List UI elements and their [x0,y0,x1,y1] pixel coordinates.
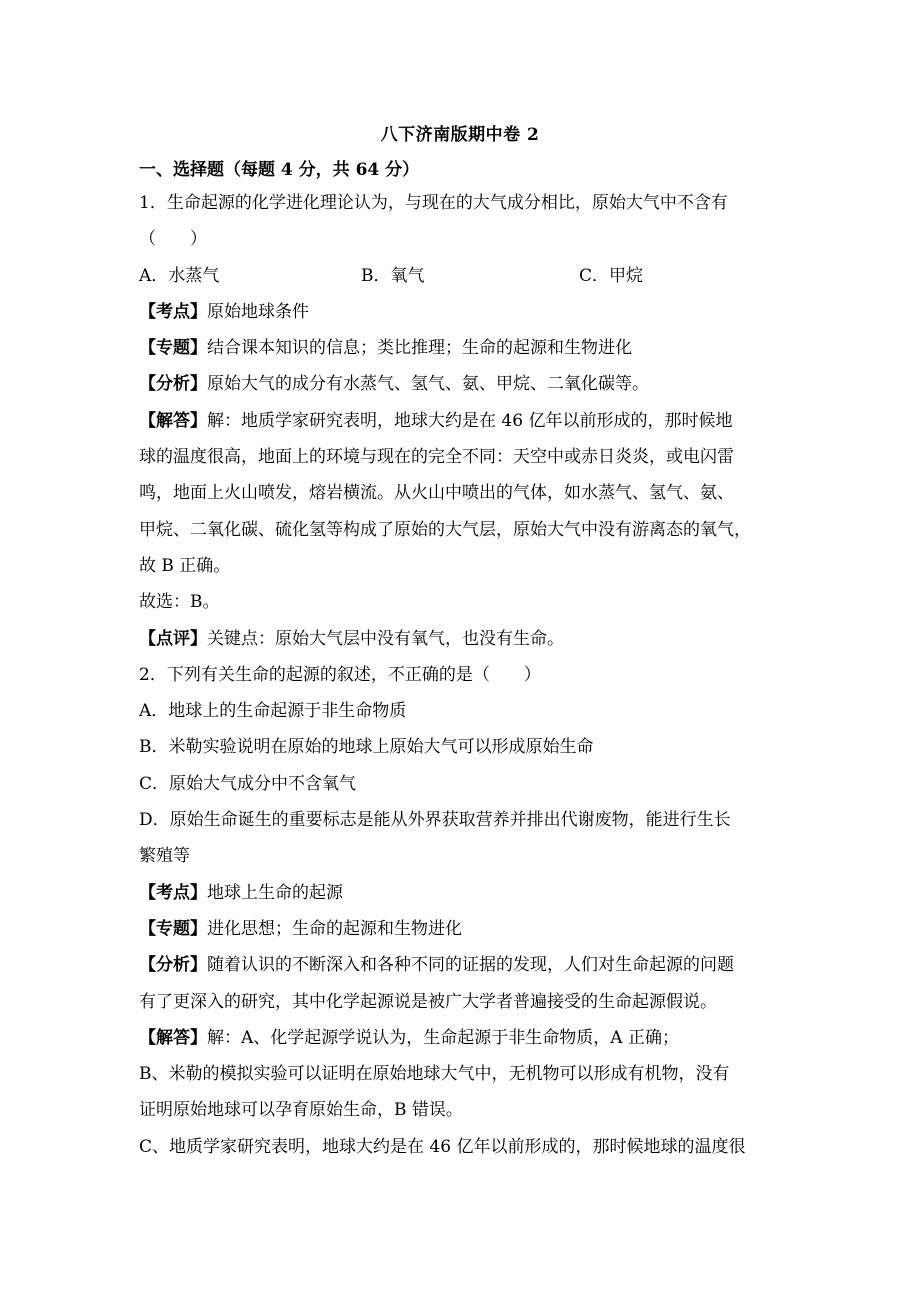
q1-zhuanti-text: 结合课本知识的信息；类比推理；生命的起源和生物进化 [207,338,632,359]
kaodian-label: 【考点】 [139,301,207,322]
q1-jieda-line: 解：地质学家研究表明，地球大约是在 46 亿年以前形成的，那时候地 [207,410,733,431]
q1-option-b: B．氧气 [361,265,425,286]
q1-dianping [139,621,789,657]
q2-option-d: D．原始生命诞生的重要标志是能从外界获取营养并排出代谢废物，能进行生长 [139,810,731,831]
q1-jieda [139,403,789,439]
q2-fenxi-line: 有了更深入的研究，其中化学起源说是被广大学者普遍接受的生命起源假说。 [139,991,717,1012]
q1-jieda-line: 甲烷、二氧化碳、硫化氢等构成了原始的大气层，原始大气中没有游离态的氧气， [139,519,751,540]
dianping-label: 【点评】 [139,628,207,649]
q2-kaodian [139,875,789,911]
q2-stem: 2．下列有关生命的起源的叙述，不正确的是（ ） [139,664,541,685]
document-body [139,185,789,1165]
q2-option-d-cont: 繁殖等 [139,846,190,867]
fenxi-label: 【分析】 [139,955,207,976]
q2-zhuanti [139,911,789,947]
q1-bracket: （ ） [139,229,207,250]
q2-jieda-line: C、地质学家研究表明，地球大约是在 46 亿年以前形成的，那时候地球的温度很 [139,1136,746,1157]
fenxi-label: 【分析】 [139,374,207,395]
q2-zhuanti-text: 进化思想；生命的起源和生物进化 [207,918,462,939]
q1-answer: 故选：B。 [139,592,220,613]
q2-option-c: C．原始大气成分中不含氧气 [139,773,357,794]
jieda-label: 【解答】 [139,410,207,431]
q2-jieda-line: B、米勒的模拟实验可以证明在原始地球大气中，无机物可以形成有机物，没有 [139,1064,730,1085]
q1-stem: 1．生命起源的化学进化理论认为，与现在的大气成分相比，原始大气中不含有 [139,193,728,213]
q1-dianping-text: 关键点：原始大气层中没有氧气，也没有生命。 [207,628,564,649]
kaodian-label: 【考点】 [139,882,207,903]
q1-kaodian-text: 原始地球条件 [207,301,309,322]
q2-option-b: B．米勒实验说明在原始的地球上原始大气可以形成原始生命 [139,737,594,758]
section-heading: 一、选择题（每题 4 分，共 64 分） [139,160,420,180]
q1-jieda-line: 鸣，地面上火山喷发，熔岩横流。从火山中喷出的气体，如水蒸气、氢气、氨、 [139,483,734,504]
page-title: 八下济南版期中卷 2 [380,125,540,145]
q1-jieda-line: 球的温度很高，地面上的环境与现在的完全不同：天空中或赤日炎炎，或电闪雷 [139,447,734,468]
q2-fenxi-line: 随着认识的不断深入和各种不同的证据的发现，人们对生命起源的问题 [207,955,734,976]
zhuanti-label: 【专题】 [139,918,207,939]
q2-jieda-line: 证明原始地球可以孕育原始生命，B 错误。 [139,1100,463,1121]
q2-jieda-first: 解：A、化学起源学说认为，生命起源于非生命物质，A 正确； [207,1027,679,1048]
q1-jieda-line: 故 B 正确。 [139,555,231,576]
q2-jieda [139,1020,789,1056]
q1-kaodian [139,294,789,330]
jieda-label: 【解答】 [139,1027,207,1048]
q2-fenxi [139,947,789,983]
q2-option-a: A．地球上的生命起源于非生命物质 [139,701,407,722]
q1-fenxi [139,366,789,402]
zhuanti-label: 【专题】 [139,338,207,359]
q1-option-c: C．甲烷 [579,265,644,286]
q2-kaodian-text: 地球上生命的起源 [207,882,343,903]
q1-zhuanti [139,330,789,366]
q1-option-a: A．水蒸气 [139,265,220,286]
q1-options [139,258,789,294]
q1-fenxi-text: 原始大气的成分有水蒸气、氢气、氨、甲烷、二氧化碳等。 [207,374,649,395]
